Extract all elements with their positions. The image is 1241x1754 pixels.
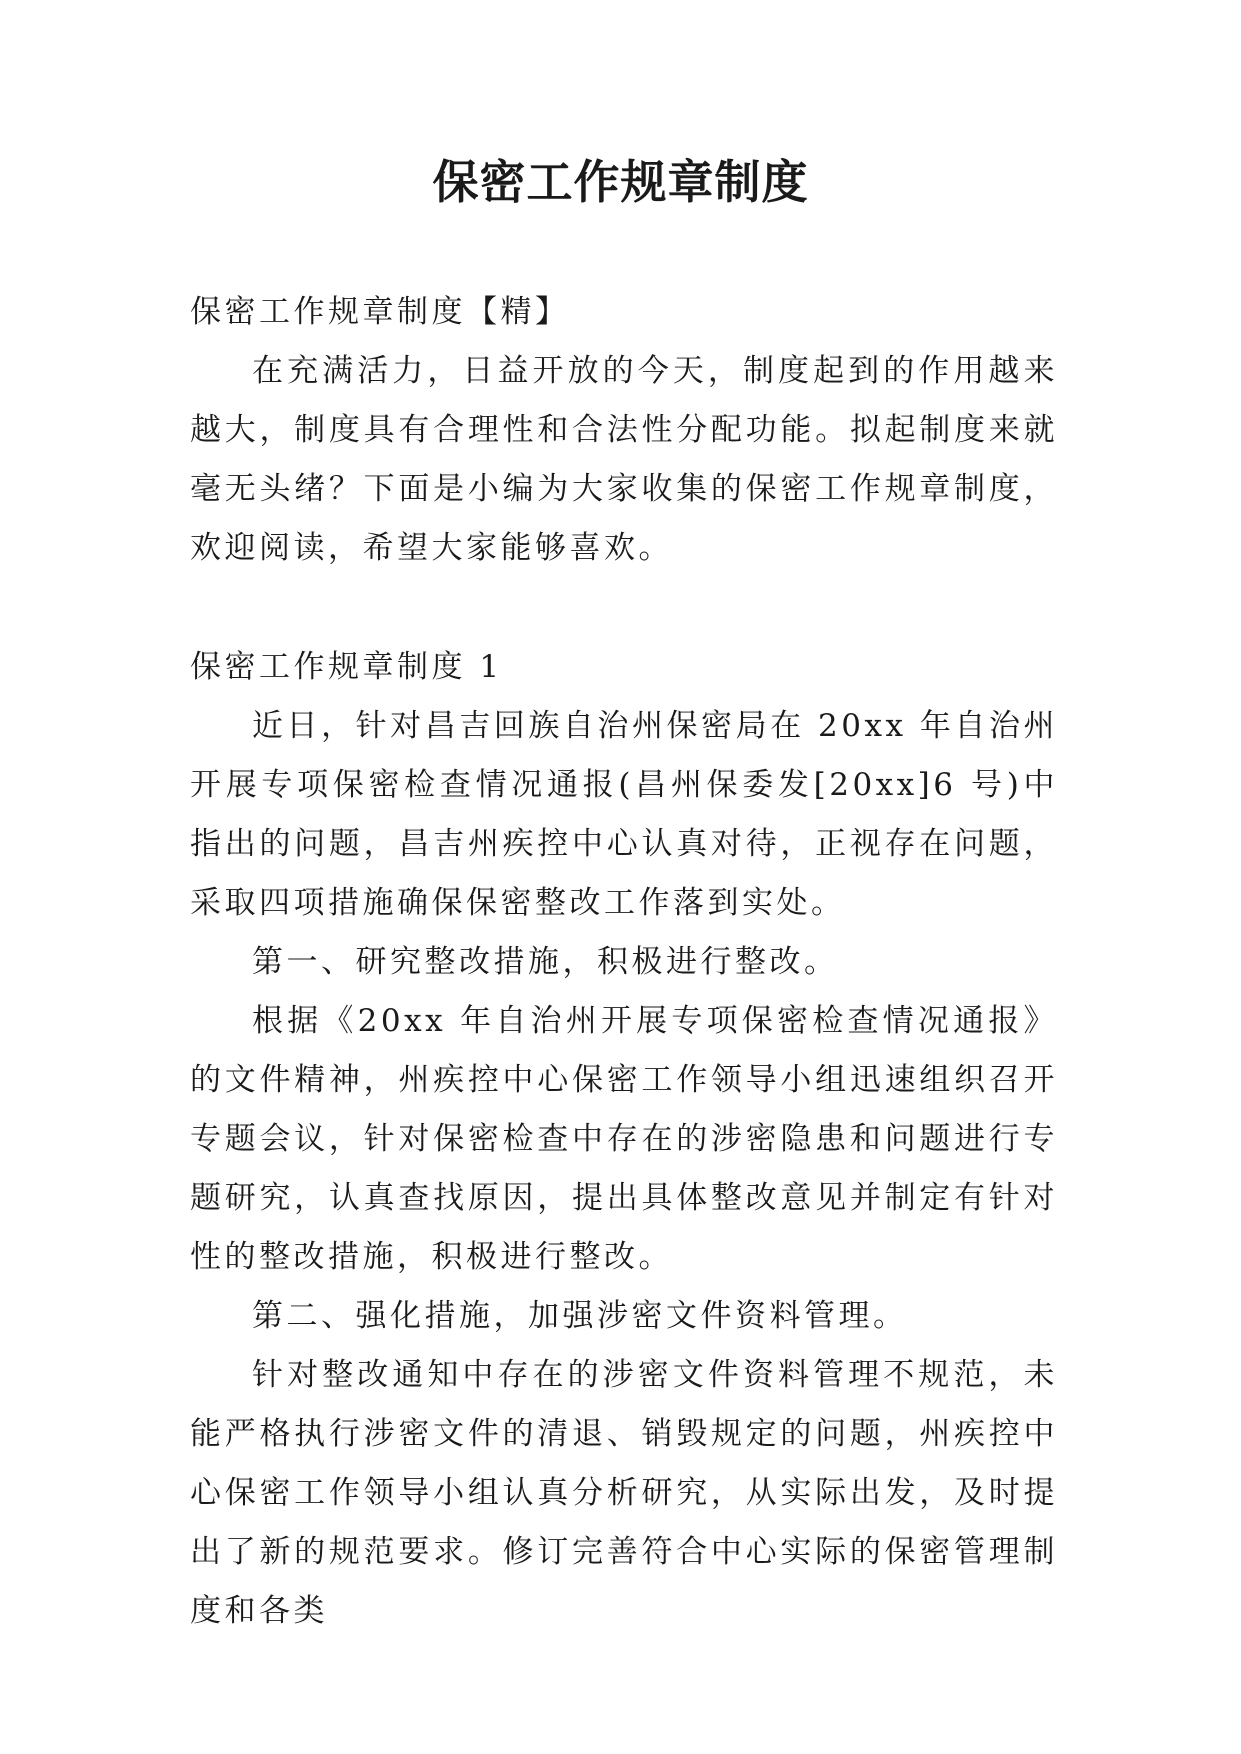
- document-title: 保密工作规章制度: [432, 155, 809, 209]
- section-heading: 保密工作规章制度 1: [190, 649, 503, 685]
- measure-heading-1: 第一、研究整改措施，积极进行整改。: [252, 944, 839, 980]
- intro-heading: 保密工作规章制度【精】: [190, 294, 570, 330]
- section-spacer: [190, 578, 1058, 638]
- measure-heading-2: 第二、强化措施，加强涉密文件资料管理。: [252, 1298, 908, 1334]
- paragraph: 近日，针对昌吉回族自治州保密局在 20xx 年自治州开展专项保密检查情况通报(昌州保委发[20xx]6 号)中指出的问题，昌吉州疾控中心认真对待，正视存在问题，采取四项措施确保保密整改工作落到实处。: [190, 708, 1058, 921]
- paragraph: 针对整改通知中存在的涉密文件资料管理不规范，未能严格执行涉密文件的清退、销毁规定的问题，州疾控中心保密工作领导小组认真分析研究，从实际出发，及时提出了新的规范要求。修订完善符合中心实际的保密管理制度和各类: [190, 1357, 1058, 1629]
- intro-paragraph: 在充满活力，日益开放的今天，制度起到的作用越来越大，制度具有合理性和合法性分配功能。拟起制度来就毫无头绪？下面是小编为大家收集的保密工作规章制度，欢迎阅读，希望大家能够喜欢。: [190, 353, 1058, 566]
- document-body: [190, 283, 1058, 1641]
- paragraph: 根据《20xx 年自治州开展专项保密检查情况通报》的文件精神，州疾控中心保密工作领导小组迅速组织召开专题会议，针对保密检查中存在的涉密隐患和问题进行专题研究，认真查找原因，提出具体整改意见并制定有针对性的整改措施，积极进行整改。: [190, 1003, 1058, 1275]
